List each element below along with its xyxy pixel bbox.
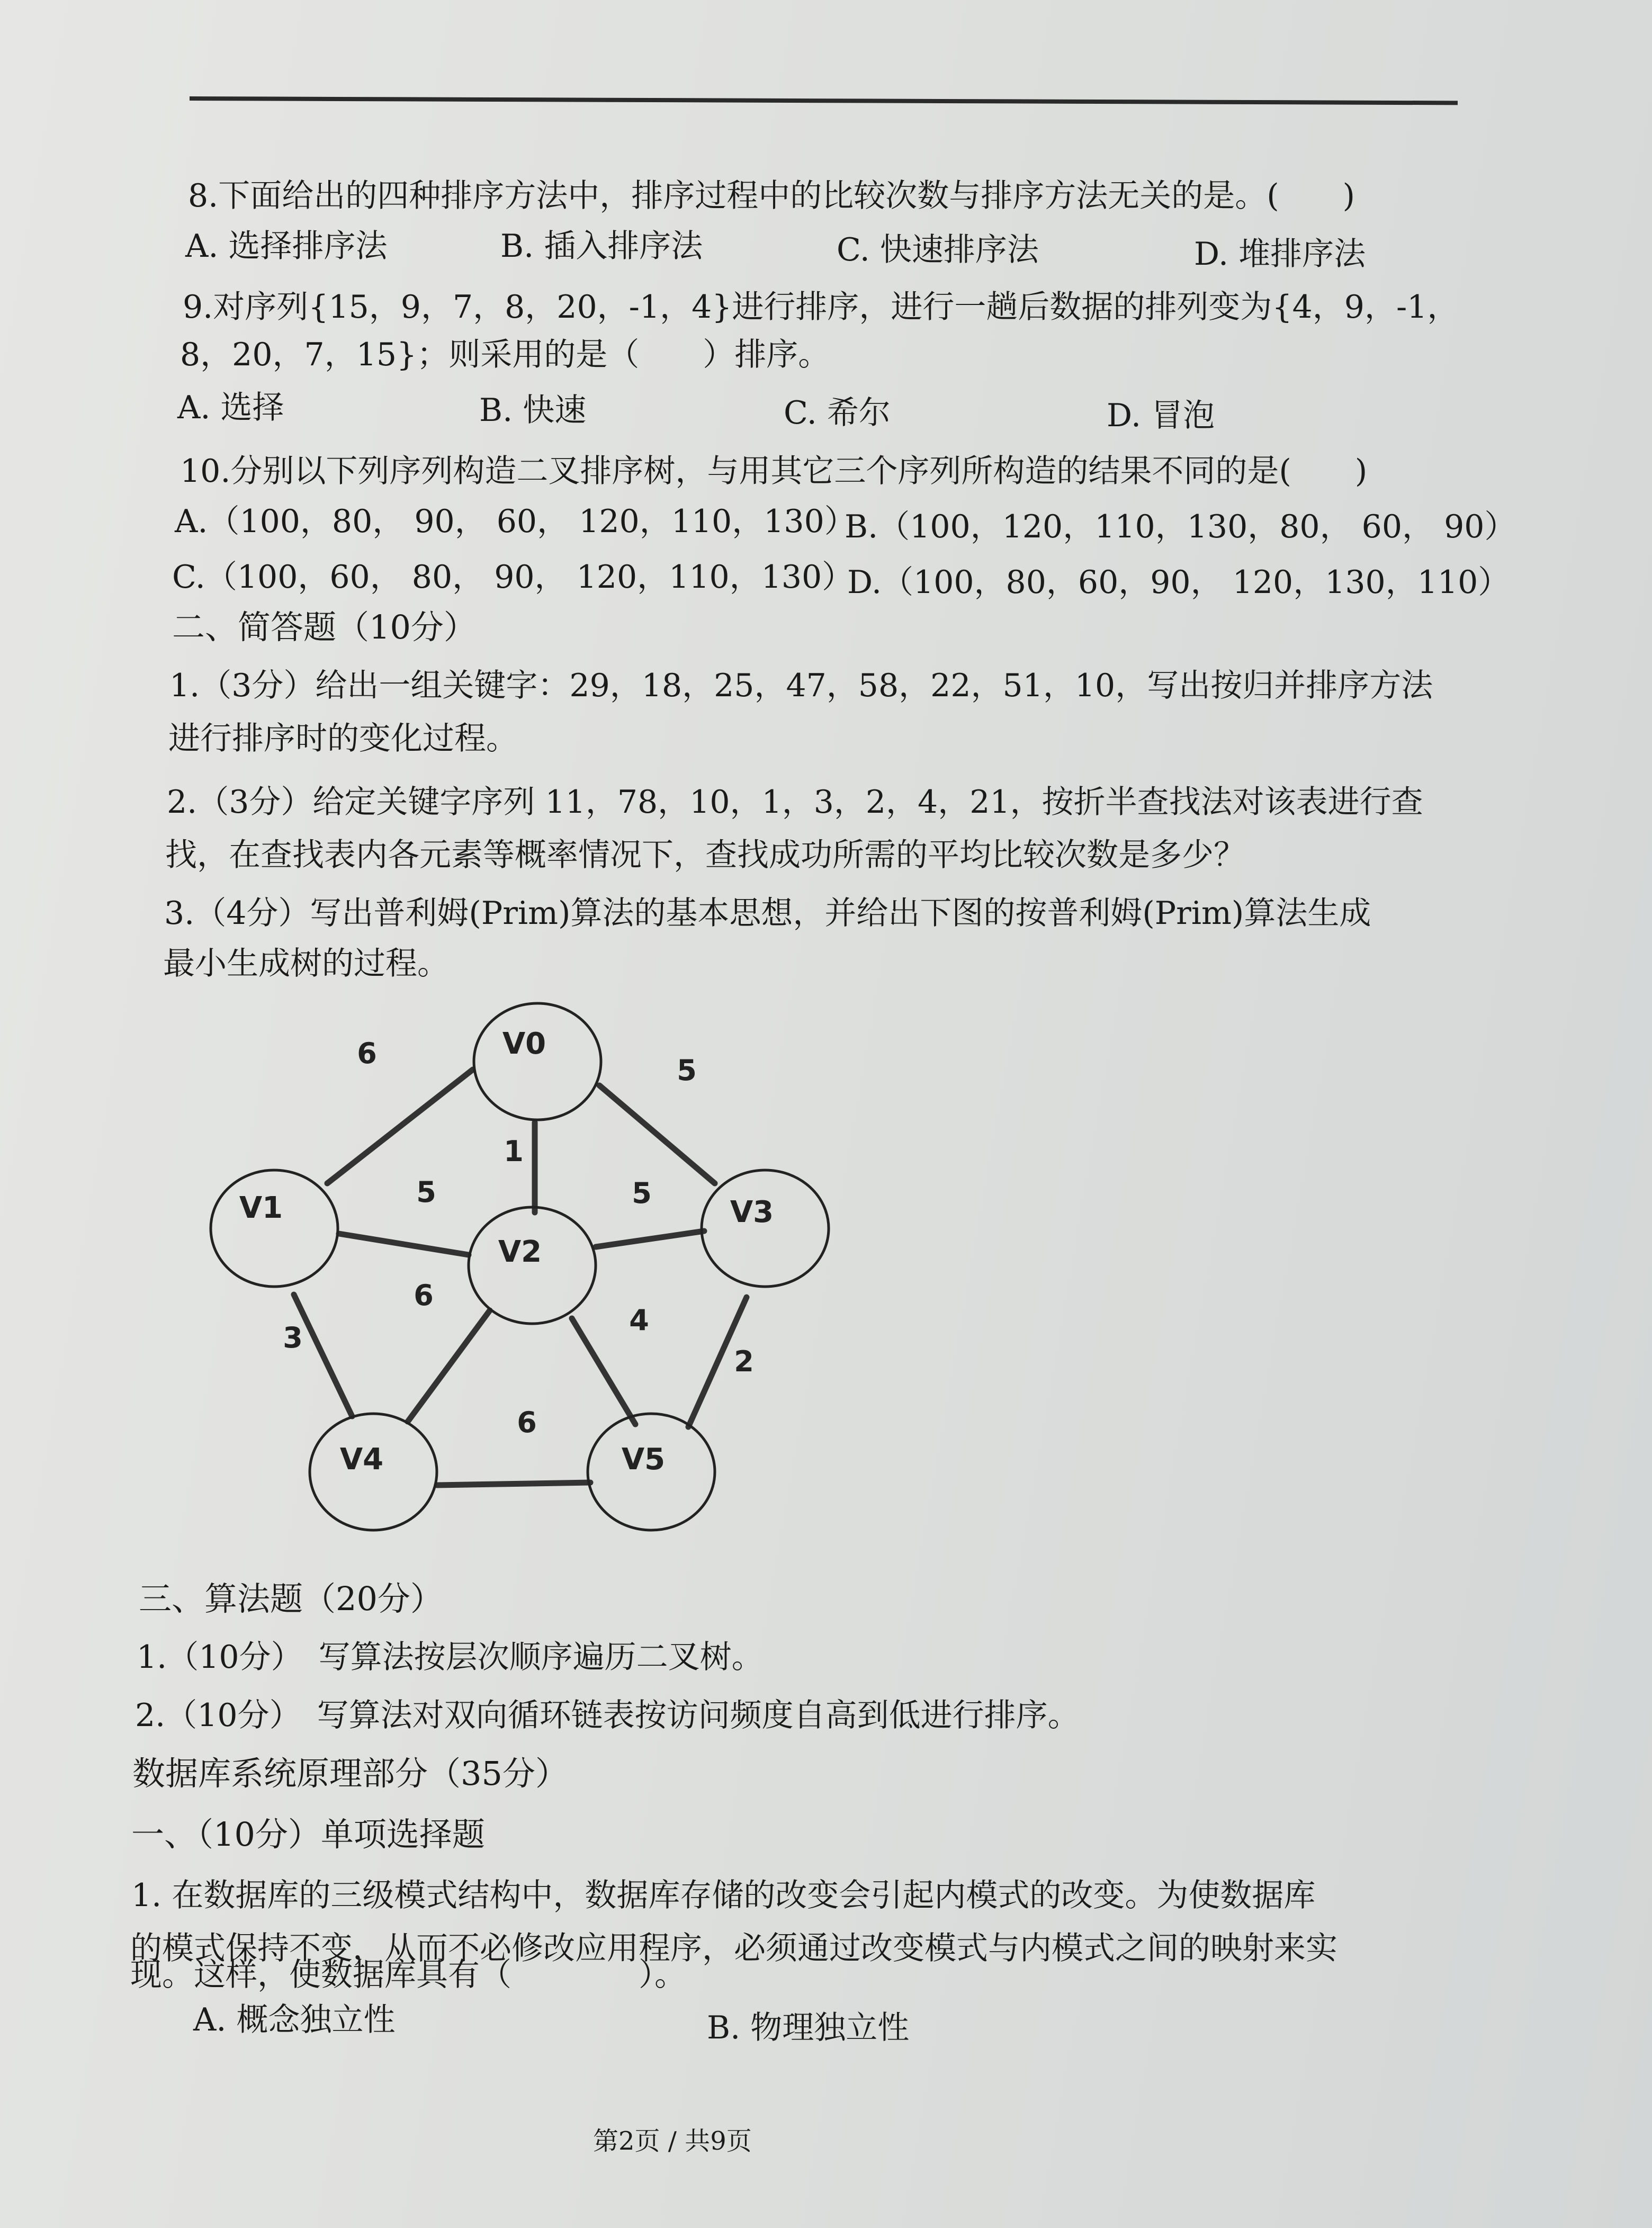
weight-v0-v2: 1 bbox=[504, 1135, 524, 1168]
section2-q1-line1: 1.（3分）给出一组关键字：29，18，25，47，58，22，51，10，写出按归并排序方法 bbox=[169, 667, 1433, 704]
edge-v2-v5 bbox=[572, 1318, 635, 1424]
node-v0 bbox=[474, 1003, 601, 1120]
q8-option-b: B. 插入排序法 bbox=[500, 228, 703, 265]
node-v0-label: V0 bbox=[502, 1027, 546, 1061]
q9-stem-line1: 9.对序列{15，9，7，8，20，-1，4}进行排序，进行一趟后数据的排列变为{4，9，-1， bbox=[183, 289, 1459, 326]
section2-q3-line2: 最小生成树的过程。 bbox=[163, 945, 449, 982]
weight-v0-v3: 5 bbox=[677, 1054, 697, 1087]
section2-q1-line2: 进行排序时的变化过程。 bbox=[168, 720, 518, 757]
section2-title: 二、简答题（10分） bbox=[172, 608, 477, 646]
page-footer: 第2页 / 共9页 bbox=[593, 2126, 752, 2156]
q10-option-a: A.（100，80， 90， 60， 120，110，130） bbox=[175, 503, 856, 540]
edge-v0-v1 bbox=[327, 1070, 473, 1183]
weight-v2-v5: 4 bbox=[629, 1304, 649, 1337]
db-q1-option-b: B. 物理独立性 bbox=[707, 2009, 910, 2046]
weight-v0-v1: 6 bbox=[357, 1037, 377, 1070]
node-v5-label: V5 bbox=[621, 1442, 666, 1477]
edge-v1-v4 bbox=[294, 1295, 352, 1416]
q10-option-b: B.（100，120，110，130，80， 60， 90） bbox=[845, 508, 1516, 545]
db-section-title: 一、（10分）单项选择题 bbox=[131, 1815, 485, 1854]
weight-v2-v3: 5 bbox=[632, 1176, 652, 1210]
edge-v2-v3 bbox=[596, 1231, 704, 1247]
q10-option-c: C.（100，60， 80， 90， 120，110，130） bbox=[172, 559, 854, 596]
q9-option-d: D. 冒泡 bbox=[1107, 397, 1215, 434]
edge-v4-v5 bbox=[437, 1483, 590, 1485]
q10-option-d: D.（100，80，60，90， 120，130，110） bbox=[847, 564, 1510, 601]
q9-option-c: C. 希尔 bbox=[784, 394, 891, 432]
db-q1-line2: 的模式保持不变，从而不必修改应用程序，必须通过改变模式与内模式之间的映射来实 bbox=[130, 1930, 1337, 1967]
weight-v1-v4: 3 bbox=[283, 1321, 303, 1354]
q9-stem-line2: 8，20，7，15}；则采用的是（ ）排序。 bbox=[180, 336, 830, 373]
section2-q2-line2: 找，在查找表内各元素等概率情况下，查找成功所需的平均比较次数是多少？ bbox=[165, 837, 1245, 874]
node-v4-label: V4 bbox=[339, 1442, 384, 1477]
node-v1-label: V1 bbox=[239, 1191, 283, 1225]
weight-v4-v5: 6 bbox=[517, 1406, 537, 1439]
edge-v2-v4 bbox=[408, 1310, 490, 1422]
q10-stem: 10.分别以下列序列构造二叉排序树，与用其它三个序列所构造的结果不同的是( ) bbox=[180, 453, 1368, 490]
db-q1-option-a: A. 概念独立性 bbox=[193, 2001, 396, 2038]
node-v1 bbox=[211, 1170, 338, 1287]
q8-stem: 8.下面给出的四种排序方法中，排序过程中的比较次数与排序方法无关的是。( ) bbox=[188, 177, 1355, 214]
node-v2-label: V2 bbox=[498, 1235, 542, 1269]
weight-v3-v5: 2 bbox=[734, 1345, 754, 1378]
section3-title: 三、算法题（20分） bbox=[139, 1579, 443, 1618]
weight-v1-v2: 5 bbox=[416, 1175, 436, 1209]
edge-v0-v3 bbox=[599, 1085, 715, 1183]
q9-option-a: A. 选择 bbox=[177, 389, 284, 426]
db-part-title: 数据库系统原理部分（35分） bbox=[132, 1754, 568, 1793]
q8-option-d: D. 堆排序法 bbox=[1194, 236, 1366, 273]
db-q1-line1: 1. 在数据库的三级模式结构中，数据库存储的改变会引起内模式的改变。为使数据库 bbox=[131, 1877, 1316, 1914]
section3-q1: 1.（10分） 写算法按层次顺序遍历二叉树。 bbox=[137, 1639, 764, 1676]
weight-v2-v4: 6 bbox=[414, 1279, 434, 1312]
section2-q2-line1: 2.（3分）给定关键字序列 11，78，10，1，3，2，4，21，按折半查找法对该表进行查 bbox=[167, 784, 1423, 821]
q8-option-c: C. 快速排序法 bbox=[837, 231, 1039, 268]
q8-option-a: A. 选择排序法 bbox=[185, 228, 388, 265]
section2-q3-line1: 3.（4分）写出普利姆(Prim)算法的基本思想，并给出下图的按普利姆(Prim)算法生成 bbox=[164, 895, 1371, 932]
edge-v1-v2 bbox=[339, 1234, 469, 1255]
q9-option-b: B. 快速 bbox=[479, 392, 587, 429]
node-v3-label: V3 bbox=[730, 1195, 774, 1229]
section3-q2: 2.（10分） 写算法对双向循环链表按访问频度自高到低进行排序。 bbox=[135, 1697, 1080, 1734]
db-q1-line3: 现。这样，使数据库具有（ ）。 bbox=[130, 1956, 686, 1993]
